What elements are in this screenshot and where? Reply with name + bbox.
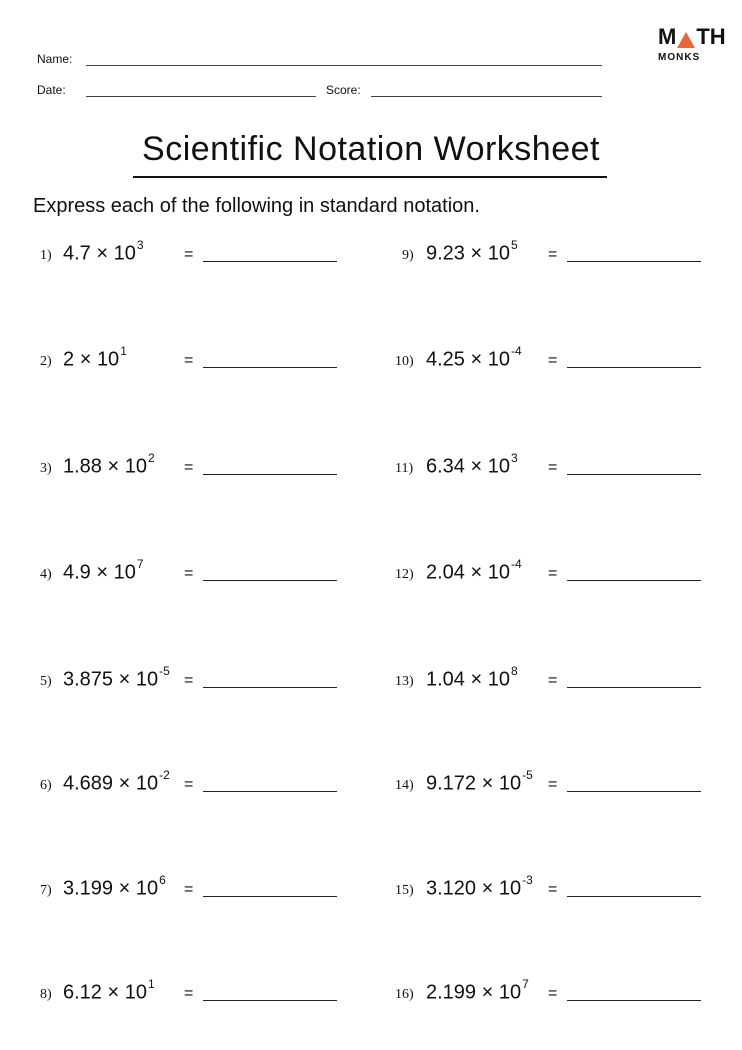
base: 10 [487,669,510,691]
equals-sign: = [184,776,194,793]
name-label: Name: [37,52,73,66]
problem-number: 4) [40,567,52,582]
coefficient: 4.689 [63,773,114,795]
answer-line[interactable] [203,580,337,581]
problem-16 [395,977,705,1007]
exponent: -5 [159,664,170,679]
times-sign: × [107,982,120,1004]
base: 10 [487,349,510,371]
exponent: -4 [511,344,522,359]
problem-number: 10) [395,354,414,369]
answer-line[interactable] [203,687,337,688]
coefficient: 2.04 [426,562,465,584]
equals-sign: = [184,459,194,476]
problem-expression [426,768,533,796]
answer-line[interactable] [567,896,701,897]
problem-expression [63,977,155,1005]
problem-expression [63,768,170,796]
exponent: 7 [522,977,529,992]
times-sign: × [79,349,92,371]
problem-number: 13) [395,674,414,689]
answer-line[interactable] [567,791,701,792]
answer-line[interactable] [567,687,701,688]
base: 10 [498,982,522,1004]
problem-number: 14) [395,778,414,793]
coefficient: 3.875 [63,669,114,691]
date-field[interactable] [86,96,316,97]
equals-sign: = [548,246,558,263]
problem-1 [40,238,350,268]
problem-number: 11) [395,461,414,476]
answer-line[interactable] [567,367,701,368]
problem-number: 1) [40,248,52,263]
math-monks-logo [658,24,728,68]
problem-7 [40,873,350,903]
problem-5 [40,664,350,694]
equals-sign: = [548,881,558,898]
base: 10 [498,878,522,900]
base: 10 [124,982,147,1004]
coefficient: 2.199 [426,982,477,1004]
base: 10 [135,669,159,691]
problem-8 [40,977,350,1007]
logo-triangle-icon [677,32,695,48]
problem-expression [426,451,518,479]
exponent: 3 [511,451,518,466]
problem-expression [426,344,522,372]
times-sign: × [470,456,483,478]
problem-15 [395,873,705,903]
coefficient: 4.7 [63,243,91,265]
problem-12 [395,557,705,587]
worksheet-title: Scientific Notation Worksheet [142,130,600,168]
base: 10 [487,456,510,478]
coefficient: 9.172 [426,773,477,795]
problem-expression [63,238,144,266]
logo-letter-m: M [658,24,677,49]
coefficient: 1.88 [63,456,102,478]
problem-expression [63,557,144,585]
equals-sign: = [548,352,558,369]
problem-number: 9) [402,248,414,263]
problem-number: 16) [395,987,414,1002]
problem-4 [40,557,350,587]
times-sign: × [481,982,494,1004]
answer-line[interactable] [567,474,701,475]
times-sign: × [481,878,494,900]
times-sign: × [470,243,483,265]
date-label: Date: [37,83,66,97]
times-sign: × [481,773,494,795]
answer-line[interactable] [203,896,337,897]
exponent: 8 [511,664,518,679]
instructions: Express each of the following in standard notation. [33,195,480,217]
exponent: 3 [136,238,144,253]
answer-line[interactable] [203,474,337,475]
base: 10 [498,773,522,795]
base: 10 [487,243,510,265]
problem-number: 5) [40,674,52,689]
problem-number: 7) [40,883,52,898]
answer-line[interactable] [203,261,337,262]
problem-number: 12) [395,567,414,582]
problem-6 [40,768,350,798]
name-field[interactable] [86,65,602,66]
base: 10 [135,773,159,795]
base: 10 [124,456,147,478]
logo-letters-th: TH [696,24,726,49]
times-sign: × [470,562,483,584]
title-underline [133,176,607,178]
times-sign: × [118,878,131,900]
coefficient: 6.34 [426,456,465,478]
equals-sign: = [184,246,194,263]
exponent: -3 [522,873,533,888]
problem-9 [402,238,712,268]
base: 10 [113,562,136,584]
base: 10 [113,243,136,265]
problem-11 [395,451,705,481]
equals-sign: = [548,565,558,582]
problem-expression [63,873,166,901]
times-sign: × [118,669,131,691]
problem-expression [426,664,518,692]
equals-sign: = [184,565,194,582]
coefficient: 3.199 [63,878,114,900]
answer-line[interactable] [567,261,701,262]
answer-line[interactable] [567,580,701,581]
problem-expression [63,451,155,479]
answer-line[interactable] [203,1000,337,1001]
exponent: 7 [136,557,144,572]
equals-sign: = [548,459,558,476]
coefficient: 4.9 [63,562,91,584]
problem-number: 8) [40,987,52,1002]
base: 10 [135,878,159,900]
exponent: 1 [148,977,155,992]
score-field[interactable] [371,96,602,97]
times-sign: × [96,243,109,265]
score-label: Score: [326,83,361,97]
equals-sign: = [184,985,194,1002]
exponent: -4 [511,557,522,572]
exponent: 5 [511,238,518,253]
coefficient: 2 [63,349,75,371]
times-sign: × [107,456,120,478]
answer-line[interactable] [567,1000,701,1001]
times-sign: × [118,773,131,795]
equals-sign: = [184,672,194,689]
problem-number: 3) [40,461,52,476]
problem-expression [426,557,522,585]
base: 10 [96,349,120,371]
coefficient: 9.23 [426,243,465,265]
equals-sign: = [548,985,558,1002]
problem-expression [426,873,533,901]
problem-3 [40,451,350,481]
equals-sign: = [184,352,194,369]
exponent: 2 [148,451,155,466]
base: 10 [487,562,510,584]
answer-line[interactable] [203,367,337,368]
problem-13 [395,664,705,694]
exponent: -5 [522,768,533,783]
problem-expression [63,664,170,692]
times-sign: × [96,562,109,584]
coefficient: 6.12 [63,982,102,1004]
problem-2 [40,344,350,374]
exponent: 6 [159,873,166,888]
problem-expression [426,977,529,1005]
problem-14 [395,768,705,798]
problem-number: 6) [40,778,52,793]
exponent: -2 [159,768,170,783]
equals-sign: = [548,776,558,793]
times-sign: × [470,669,483,691]
coefficient: 1.04 [426,669,465,691]
coefficient: 4.25 [426,349,465,371]
coefficient: 3.120 [426,878,477,900]
answer-line[interactable] [203,791,337,792]
equals-sign: = [184,881,194,898]
times-sign: × [470,349,483,371]
exponent: 1 [120,344,127,359]
problem-number: 2) [40,354,52,369]
problem-number: 15) [395,883,414,898]
problem-expression [63,344,127,372]
problem-expression [426,238,518,266]
logo-subtitle: MONKS [658,52,701,63]
equals-sign: = [548,672,558,689]
problem-10 [395,344,705,374]
